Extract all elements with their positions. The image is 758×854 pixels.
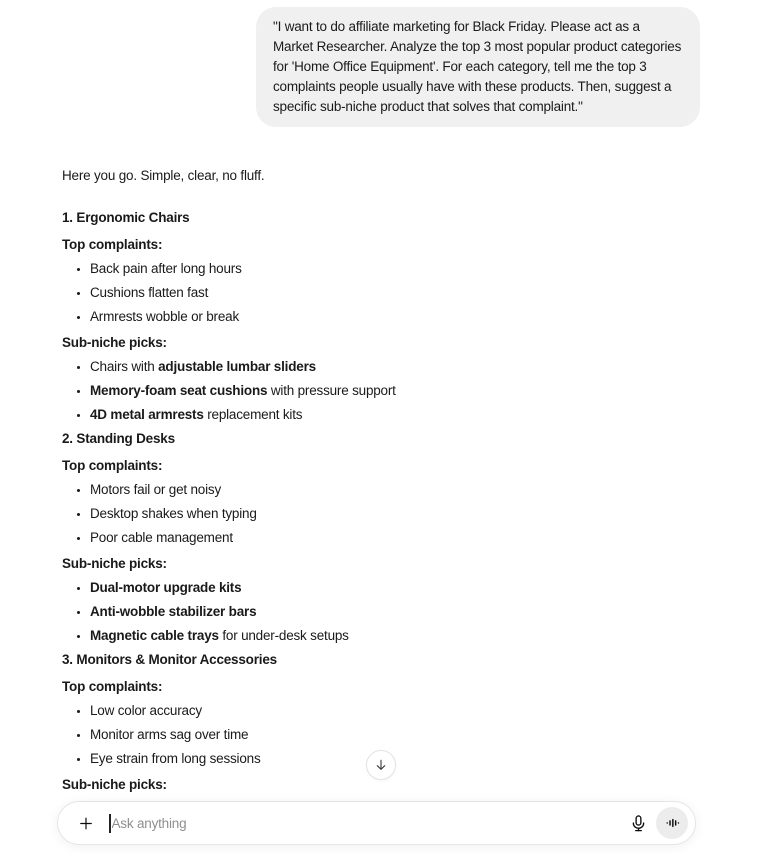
microphone-icon <box>629 814 648 833</box>
complaint-item: • Back pain after long hours <box>90 259 696 279</box>
complaints-label: Top complaints: <box>62 237 163 252</box>
voice-mode-button[interactable] <box>656 807 688 839</box>
picks-list <box>62 578 696 646</box>
complaint-item: • Desktop shakes when typing <box>90 504 696 524</box>
assistant-message <box>62 166 696 795</box>
assistant-sections <box>62 208 696 795</box>
complaint-item: • Poor cable management <box>90 528 696 548</box>
complaint-item: • Armrests wobble or break <box>90 307 696 327</box>
pick-item: • Dual-motor upgrade kits <box>90 578 696 598</box>
plus-icon <box>77 813 95 834</box>
pick-item: • Memory-foam seat cushions with pressure support <box>90 381 696 401</box>
pick-item: • Anti-wobble stabilizer bars <box>90 602 696 622</box>
complaints-list <box>62 259 696 327</box>
complaints-label: Top complaints: <box>62 679 163 694</box>
text-cursor <box>109 814 111 833</box>
complaint-item: • Eye strain from long sessions <box>90 749 696 769</box>
message-input[interactable] <box>112 816 623 831</box>
complaint-item: • Monitor arms sag over time <box>90 725 696 745</box>
section-heading: 1. Ergonomic Chairs <box>62 210 190 225</box>
dictate-button[interactable] <box>622 807 654 839</box>
assistant-intro: Here you go. Simple, clear, no fluff. <box>62 168 265 183</box>
user-message-text: "I want to do affiliate marketing for Black Friday. Please act as a Market Researcher. Analyze the top 3 most popular product categories for 'Home Office Equipment'. For each category, tell me the top 3 complaints people usually have with these products. Then, suggest a specific sub-niche product that solves that complaint." <box>273 19 682 114</box>
category-section <box>62 429 696 646</box>
category-section <box>62 208 696 425</box>
pick-item: • Chairs with adjustable lumbar sliders <box>90 357 696 377</box>
attach-plus-button[interactable] <box>71 808 101 838</box>
complaint-item: • Low color accuracy <box>90 701 696 721</box>
picks-list <box>62 357 696 425</box>
complaint-item: • Cushions flatten fast <box>90 283 696 303</box>
composer-bar <box>57 801 696 845</box>
complaints-list <box>62 480 696 548</box>
section-heading: 3. Monitors & Monitor Accessories <box>62 652 277 667</box>
picks-label: Sub-niche picks: <box>62 777 167 792</box>
scroll-down-arrow-icon <box>373 757 389 773</box>
scroll-to-bottom-button[interactable] <box>366 750 396 780</box>
pick-item: • 4D metal armrests replacement kits <box>90 405 696 425</box>
complaints-label: Top complaints: <box>62 458 163 473</box>
complaint-item: • Motors fail or get noisy <box>90 480 696 500</box>
voice-mode-waveform-icon <box>663 814 681 832</box>
user-message-bubble <box>256 7 700 127</box>
section-heading: 2. Standing Desks <box>62 431 175 446</box>
picks-label: Sub-niche picks: <box>62 335 167 350</box>
pick-item: • Magnetic cable trays for under-desk setups <box>90 626 696 646</box>
picks-label: Sub-niche picks: <box>62 556 167 571</box>
